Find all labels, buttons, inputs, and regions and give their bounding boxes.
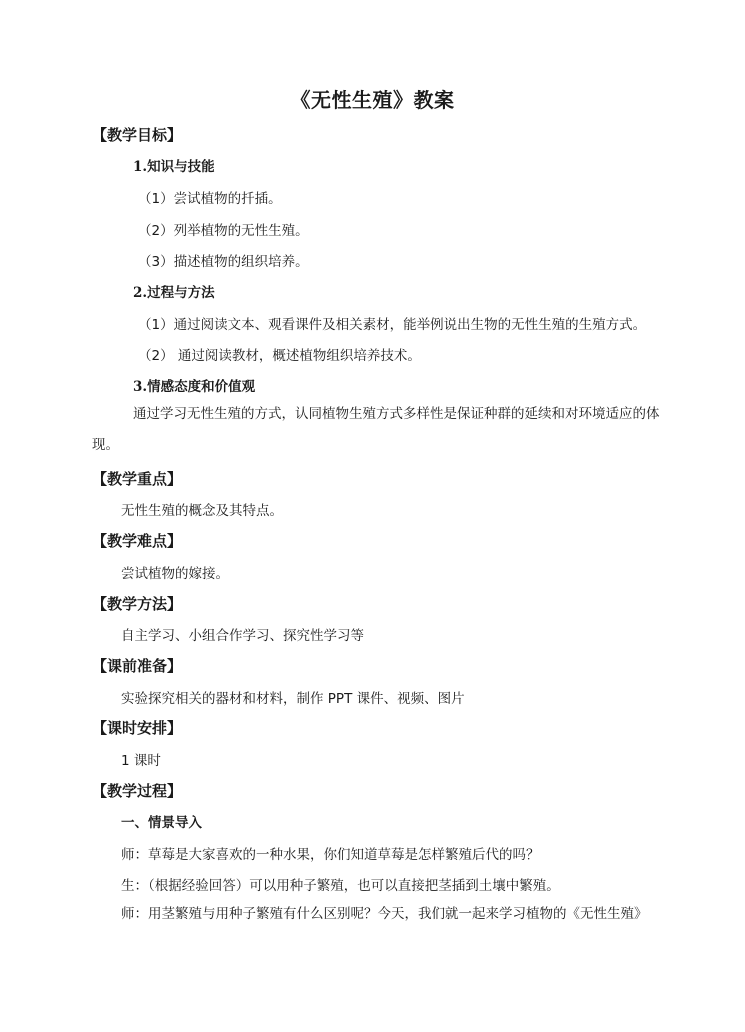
document-title: 《无性生殖》教案	[290, 88, 455, 112]
section-heading-time: 【课时安排】	[92, 719, 183, 737]
method-text: 自主学习、小组合作学习、探究性学习等	[121, 628, 364, 644]
section-heading-prep: 【课前准备】	[92, 657, 183, 675]
goal-item: （2）列举植物的无性生殖。	[138, 223, 309, 239]
step-heading-intro: 一、情景导入	[121, 815, 202, 831]
subheading-process: 2.过程与方法	[133, 285, 215, 301]
key-text: 无性生殖的概念及其特点。	[121, 503, 283, 519]
dialogue-line: 生：（根据经验回答）可以用种子繁殖，也可以直接把茎插到土壤中繁殖。	[121, 878, 560, 894]
goal-item: （3）描述植物的组织培养。	[138, 254, 309, 270]
dialogue-line: 师：草莓是大家喜欢的一种水果，你们知道草莓是怎样繁殖后代的吗？	[121, 847, 540, 863]
time-text: 1 课时	[121, 753, 161, 769]
subheading-knowledge: 1.知识与技能	[133, 159, 215, 175]
difficult-text: 尝试植物的嫁接。	[121, 566, 229, 582]
subheading-attitude: 3.情感态度和价值观	[133, 379, 256, 395]
section-heading-difficult: 【教学难点】	[92, 532, 183, 550]
goal-item: （1）通过阅读文本、观看课件及相关素材，能举例说出生物的无性生殖的生殖方式。	[138, 317, 647, 333]
section-heading-method: 【教学方法】	[92, 595, 183, 613]
goal-item: （2） 通过阅读教材，概述植物组织培养技术。	[138, 348, 421, 364]
prep-text: 实验探究相关的器材和材料，制作 PPT 课件、视频、图片	[121, 691, 465, 707]
section-heading-key: 【教学重点】	[92, 470, 183, 488]
dialogue-paragraph: 师：用茎繁殖与用种子繁殖有什么区别呢？今天，我们就一起来学习植物的《无性生殖》	[121, 906, 648, 922]
section-heading-process: 【教学过程】	[92, 782, 183, 800]
section-heading-goals: 【教学目标】	[92, 126, 183, 144]
goal-item: （1）尝试植物的扦插。	[138, 191, 282, 207]
attitude-paragraph: 通过学习无性生殖的方式，认同植物生殖方式多样性是保证种群的延续和对环境适应的体现。	[92, 406, 660, 453]
